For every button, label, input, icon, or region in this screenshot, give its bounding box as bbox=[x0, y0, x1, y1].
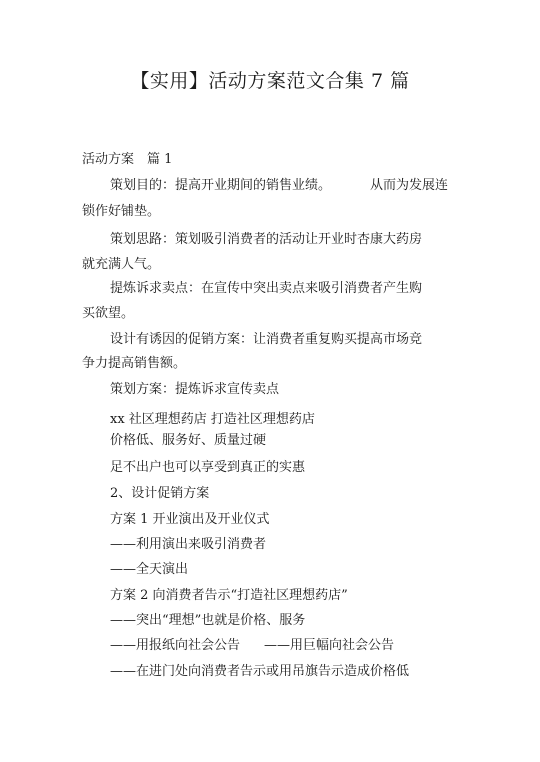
paragraph-line: 策划目的：提高开业期间的销售业绩。 bbox=[110, 178, 332, 193]
paragraph-line: 从而为发展连 bbox=[370, 178, 449, 193]
paragraph-line: 方案 2 向消费者告示“打造社区理想药店” bbox=[110, 588, 348, 603]
paragraph-line: ——利用演出来吸引消费者 bbox=[110, 537, 267, 552]
document-title: 【实用】活动方案范文合集 7 篇 bbox=[130, 70, 410, 92]
paragraph-line: 2、设计促销方案 bbox=[110, 486, 210, 501]
paragraph-line: 足不出户也可以享受到真正的实惠 bbox=[110, 460, 306, 475]
paragraph-line: 方案 1 开业演出及开业仪式 bbox=[110, 512, 270, 527]
section-heading: 活动方案 篇 1 bbox=[82, 152, 173, 167]
paragraph-line: 锁作好铺垫。 bbox=[82, 204, 161, 219]
paragraph-line: ——用报纸向社会公告 bbox=[110, 638, 241, 653]
paragraph-line: 设计有诱因的促销方案：让消费者重复购买提高市场竞 bbox=[110, 332, 423, 347]
paragraph-line: ——突出“理想”也就是价格、服务 bbox=[110, 613, 306, 628]
paragraph-line: ——在进门处向消费者告示或用吊旗告示造成价格低 bbox=[110, 664, 410, 679]
paragraph-line: 争力提高销售额。 bbox=[82, 356, 187, 371]
paragraph-line: xx 社区理想药店 打造社区理想药店 bbox=[110, 412, 315, 427]
paragraph-line: 买欲望。 bbox=[82, 306, 135, 321]
paragraph-line: 策划方案：提炼诉求宣传卖点 bbox=[110, 382, 280, 397]
paragraph-line: 就充满人气。 bbox=[82, 257, 161, 272]
paragraph-line: 提炼诉求卖点：在宣传中突出卖点来吸引消费者产生购 bbox=[110, 281, 423, 296]
paragraph-line: 价格低、服务好、质量过硬 bbox=[110, 433, 267, 448]
paragraph-line: 策划思路：策划吸引消费者的活动让开业时杏康大药房 bbox=[110, 232, 423, 247]
paragraph-line: ——全天演出 bbox=[110, 562, 189, 577]
paragraph-line: ——用巨幅向社会公告 bbox=[264, 638, 395, 653]
